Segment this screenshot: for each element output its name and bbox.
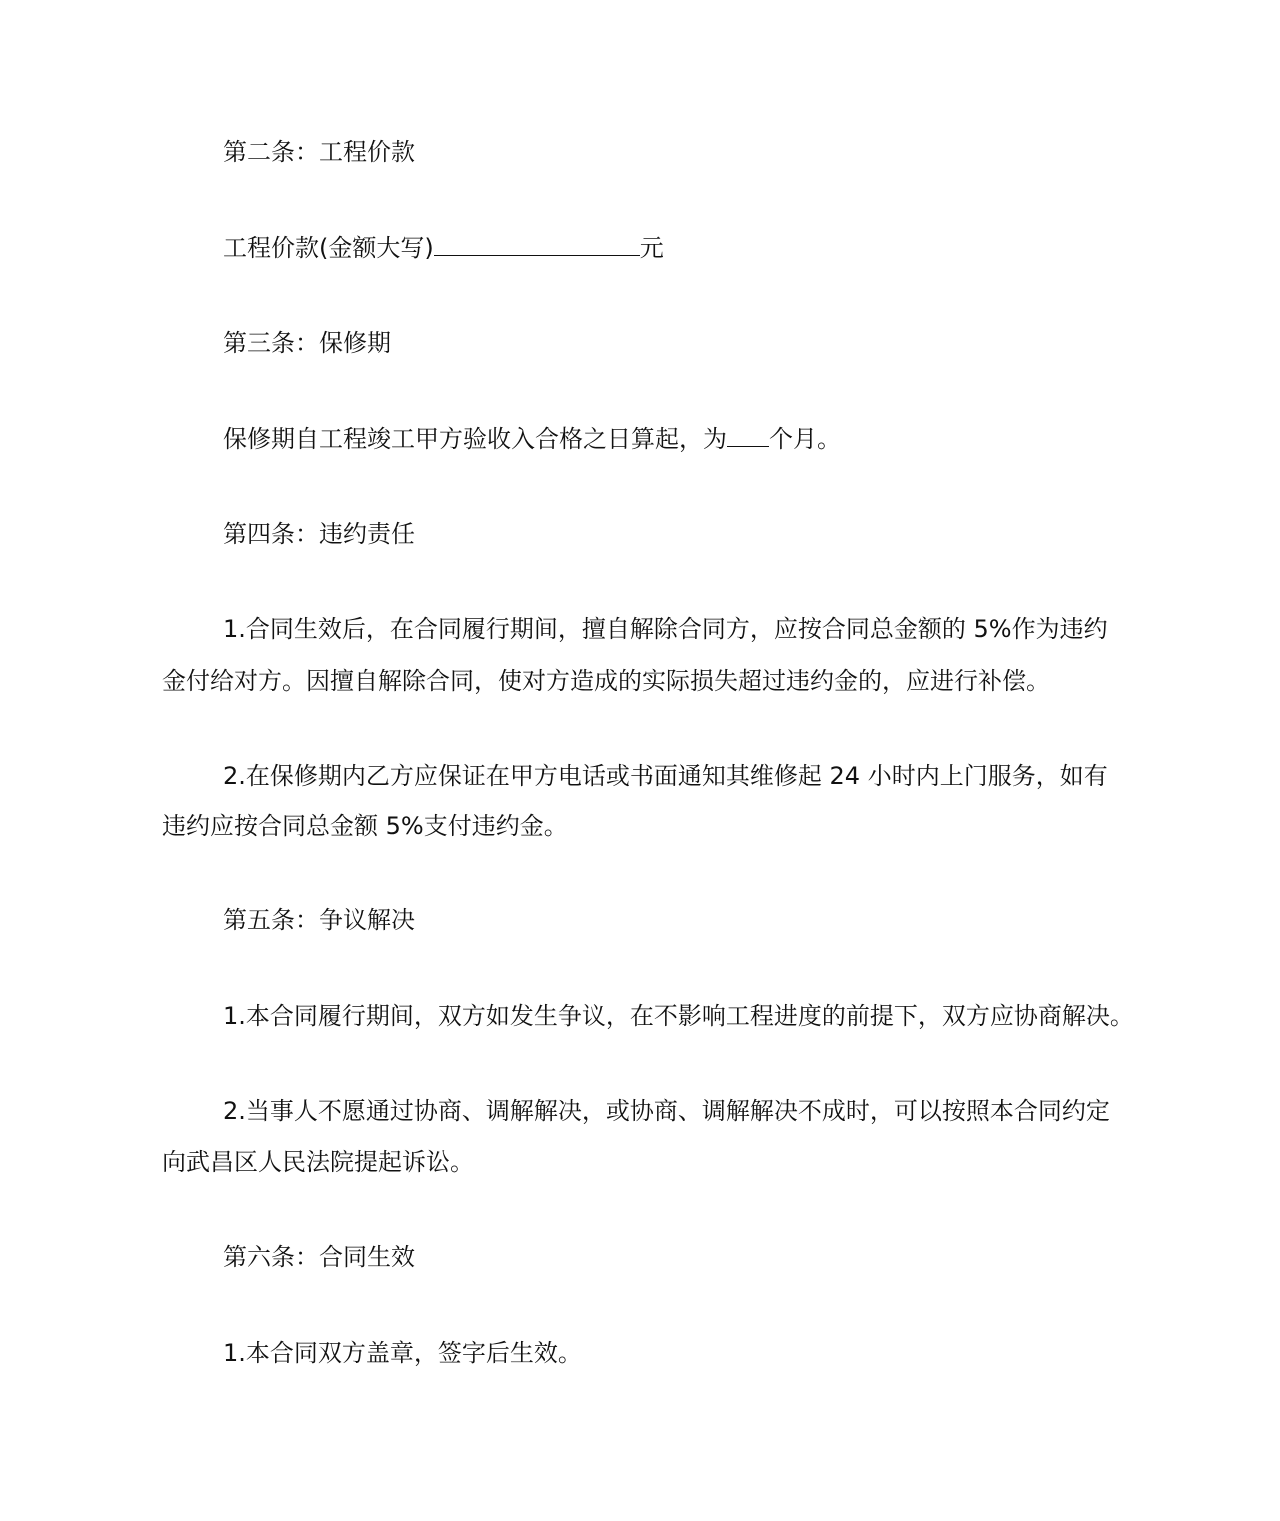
breach-item-1-line-1: 1.合同生效后，在合同履行期间，擅自解除合同方，应按合同总金额的 5%作为违约 [223, 615, 1108, 643]
article-4-heading: 第四条：违约责任 [223, 520, 415, 548]
dispute-item-2-line-1: 2.当事人不愿通过协商、调解解决，或协商、调解解决不成时，可以按照本合同约定 [223, 1097, 1110, 1125]
price-line [162, 222, 1183, 274]
article-6-heading: 第六条：合同生效 [223, 1243, 415, 1271]
article-2-heading: 第二条：工程价款 [223, 138, 415, 166]
warranty-text-before: 保修期自工程竣工甲方验收入合格之日算起，为 [223, 425, 727, 453]
price-amount-blank [434, 229, 640, 256]
price-label: 工程价款(金额大写) [223, 234, 434, 262]
article-5-heading: 第五条：争议解决 [223, 906, 415, 934]
breach-item-1-line-2: 金付给对方。因擅自解除合同，使对方造成的实际损失超过违约金的，应进行补偿。 [162, 667, 1050, 695]
dispute-item-2-line-2: 向武昌区人民法院提起诉讼。 [162, 1148, 474, 1176]
price-unit: 元 [639, 234, 664, 262]
breach-item-2-line-1: 2.在保修期内乙方应保证在甲方电话或书面通知其维修起 24 小时内上门服务，如有 [223, 762, 1108, 790]
article-3-heading: 第三条：保修期 [223, 329, 391, 357]
warranty-months-blank [727, 420, 769, 447]
warranty-text-after: 个月。 [769, 425, 841, 453]
warranty-period-line [162, 413, 1183, 465]
breach-item-2-line-2: 违约应按合同总金额 5%支付违约金。 [162, 812, 568, 840]
effect-item-1: 1.本合同双方盖章，签字后生效。 [223, 1339, 582, 1367]
dispute-item-1: 1.本合同履行期间，双方如发生争议，在不影响工程进度的前提下，双方应协商解决。 [223, 1002, 1134, 1030]
